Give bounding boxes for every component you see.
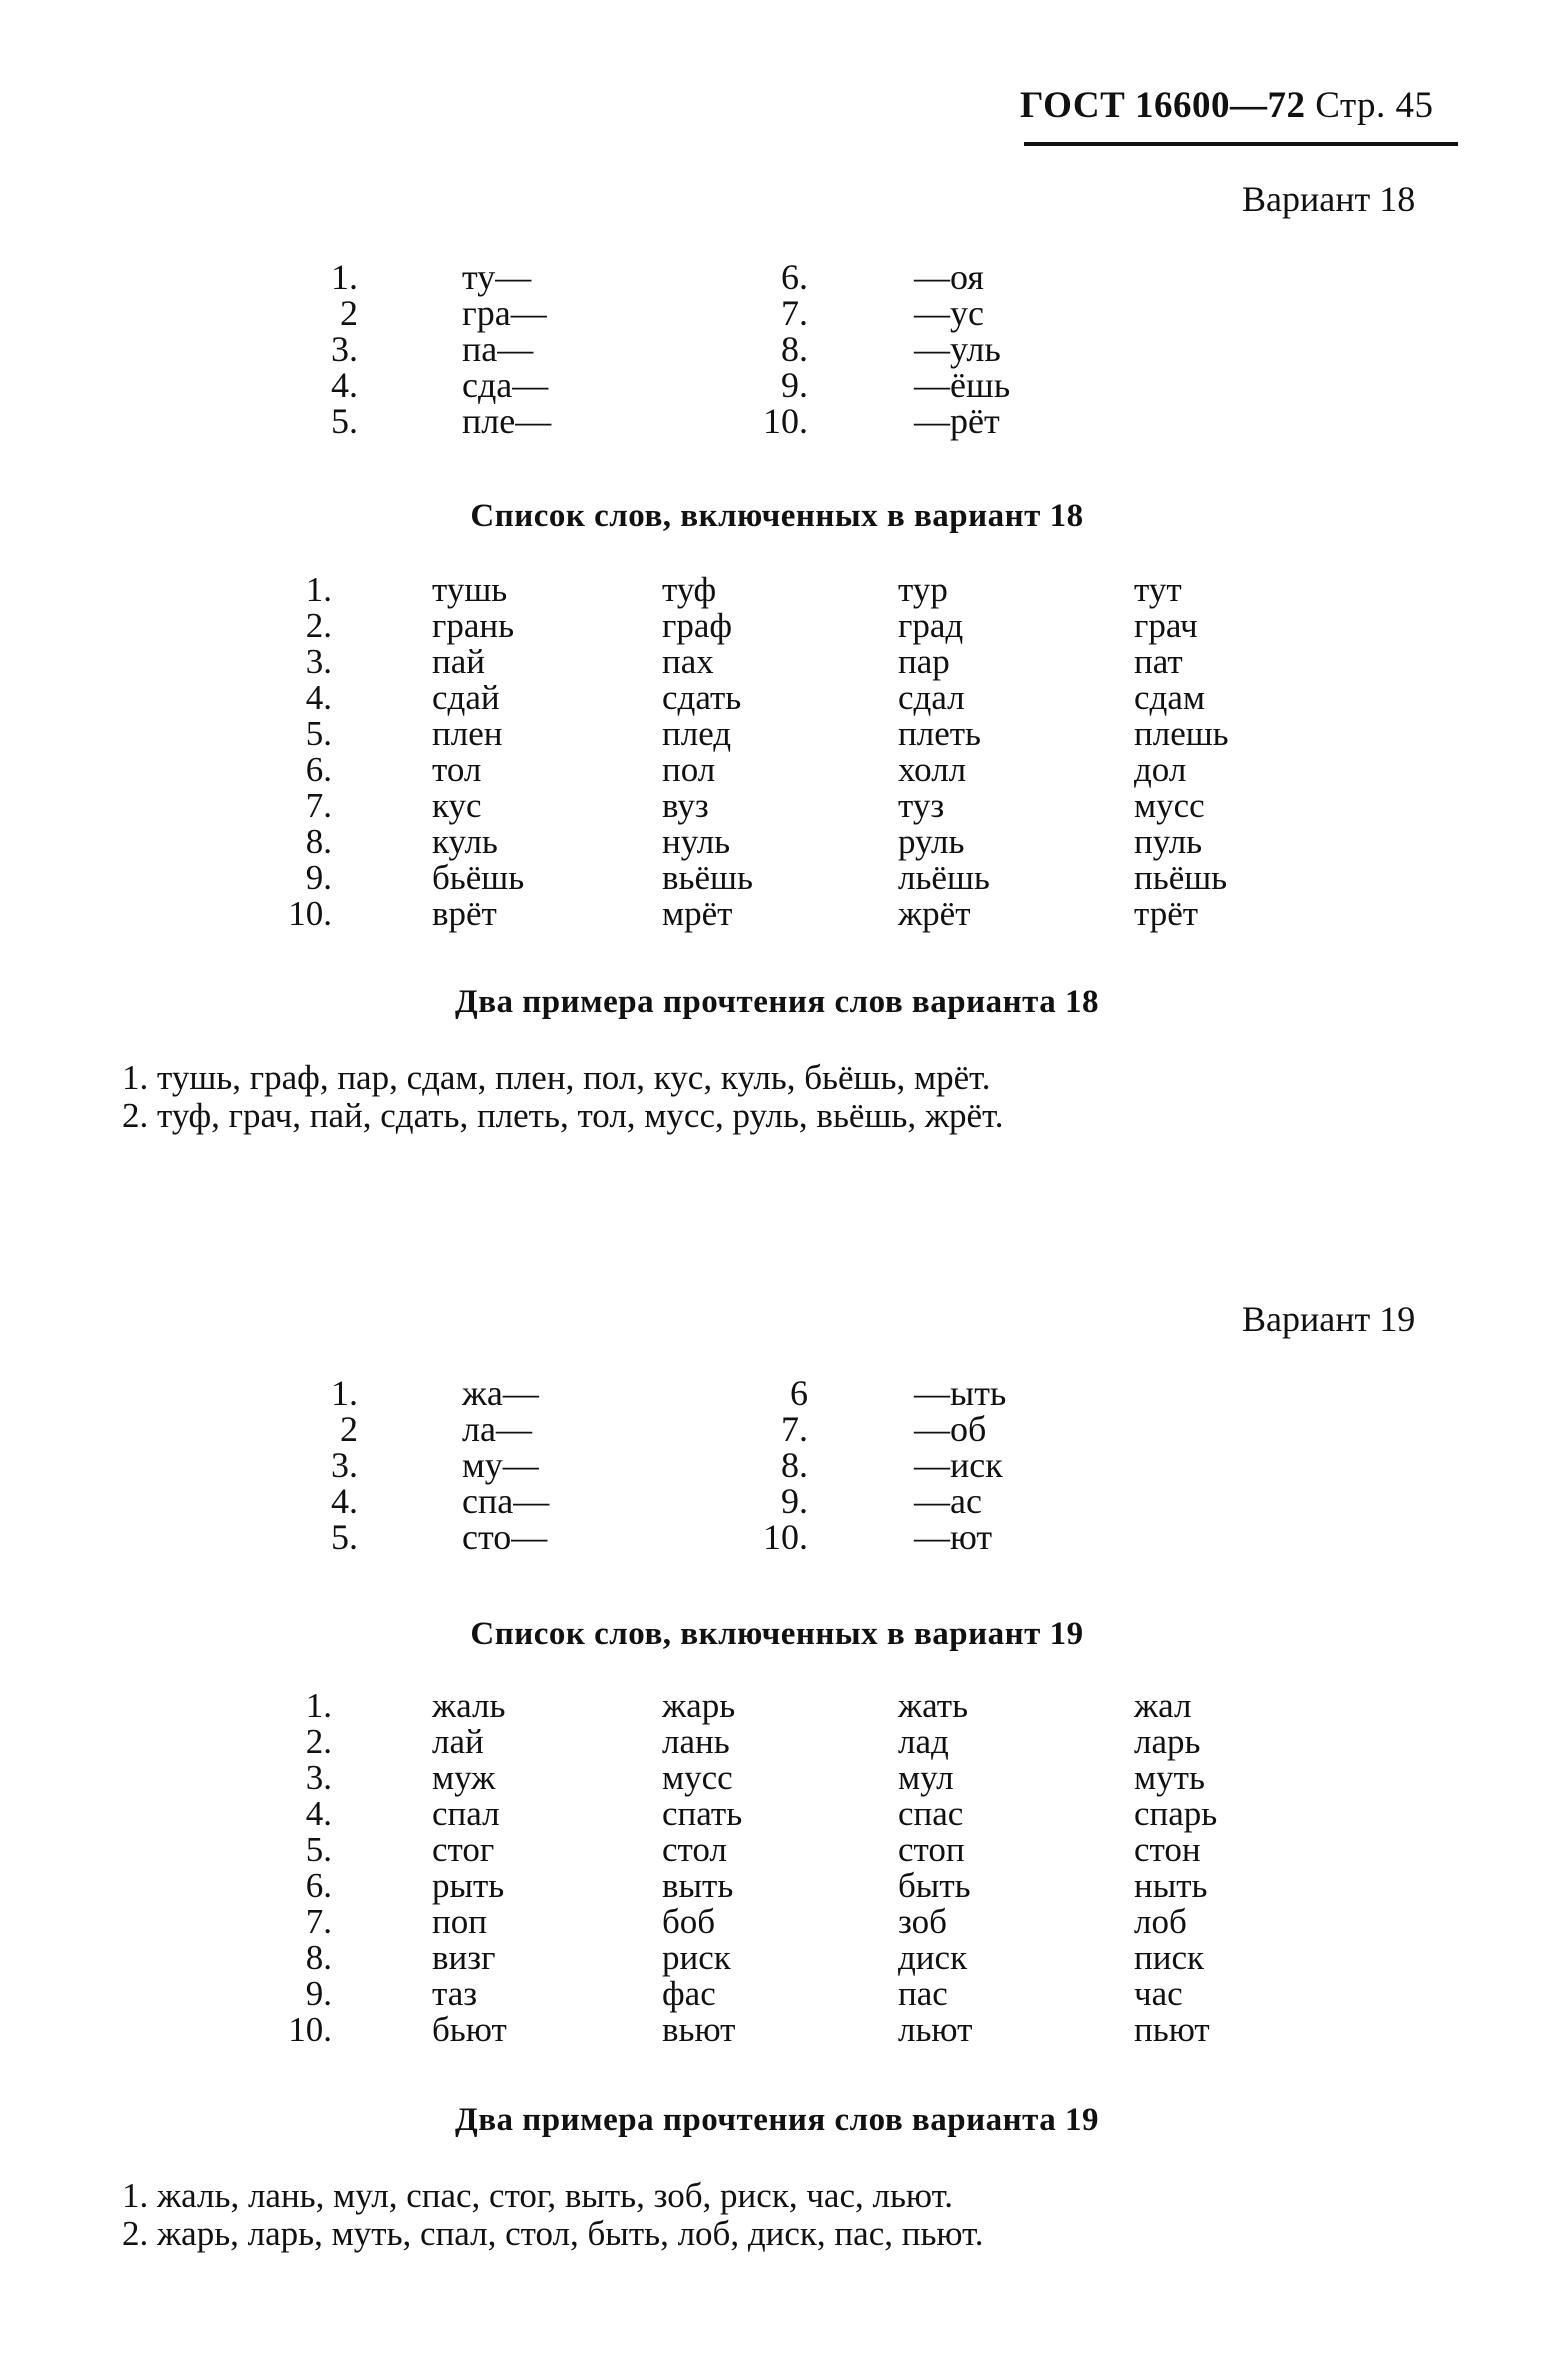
word-list-word: выть: [662, 1866, 734, 1905]
word-list-word: сдам: [1134, 678, 1206, 717]
word-list-num: 1.: [305, 570, 332, 609]
syllable-num: 3.: [331, 329, 358, 369]
word-list-word: грань: [432, 606, 515, 645]
word-list-num: 5.: [305, 1830, 332, 1869]
syllable-num: 4.: [331, 365, 358, 405]
syllable-text: гра—: [462, 293, 547, 333]
word-list-word: дол: [1134, 750, 1187, 789]
word-list-num: 1.: [305, 1686, 332, 1725]
syllable-num: 5.: [331, 1517, 358, 1557]
word-list-word: спарь: [1134, 1794, 1218, 1833]
variant-19-examples-title: Два примера прочтения слов варианта 19: [455, 2102, 1099, 2138]
syllable-text: —об: [914, 1409, 987, 1449]
word-list-word: риск: [662, 1938, 731, 1977]
variant-19-label: Вариант 19: [1242, 1299, 1416, 1339]
word-list-num: 9.: [305, 1974, 332, 2013]
word-list-word: руль: [898, 822, 965, 861]
word-list-word: стон: [1134, 1830, 1201, 1869]
variant-18-example-2: 2. туф, грач, пай, сдать, плеть, тол, мусс, руль, вьёшь, жрёт.: [122, 1096, 1004, 1135]
word-list-num: 10.: [288, 2010, 332, 2049]
syllable-num: 2: [340, 293, 358, 333]
syllable-num: 10.: [763, 1517, 808, 1557]
syllable-num: 7.: [781, 1409, 808, 1449]
word-list-word: визг: [432, 1938, 496, 1977]
word-list-word: диск: [898, 1938, 968, 1977]
syllable-num: 3.: [331, 1445, 358, 1485]
word-list-word: мусс: [662, 1758, 733, 1797]
word-list-num: 6.: [305, 750, 332, 789]
word-list-word: пар: [898, 642, 950, 681]
syllable-text: —рёт: [914, 401, 1000, 441]
word-list-word: пай: [432, 642, 485, 681]
word-list-word: спал: [432, 1794, 500, 1833]
word-list-word: плед: [662, 714, 732, 753]
syllable-text: —ыть: [914, 1373, 1007, 1413]
word-list-word: спать: [662, 1794, 743, 1833]
word-list-num: 7.: [305, 786, 332, 825]
word-list-word: холл: [898, 750, 967, 789]
word-list-word: поп: [432, 1902, 487, 1941]
word-list-word: лоб: [1134, 1902, 1187, 1941]
page-number: Стр. 45: [1315, 85, 1434, 126]
syllable-text: жа—: [462, 1373, 539, 1413]
word-list-num: 8.: [305, 1938, 332, 1977]
syllable-num: 1.: [331, 1373, 358, 1413]
standard-number: ГОСТ 16600—72: [1020, 85, 1306, 126]
word-list-word: град: [898, 606, 964, 645]
word-list-word: тол: [432, 750, 482, 789]
syllable-num: 10.: [763, 401, 808, 441]
word-list-word: ныть: [1134, 1866, 1208, 1905]
word-list-word: куль: [432, 822, 498, 861]
variant-18-example-1: 1. тушь, граф, пар, сдам, плен, пол, кус, куль, бьёшь, мрёт.: [122, 1058, 991, 1097]
syllable-text: спа—: [462, 1481, 550, 1521]
variant-19-word-list-title: Список слов, включенных в вариант 19: [470, 1616, 1084, 1652]
syllable-text: —уль: [914, 329, 1001, 369]
syllable-num: 5.: [331, 401, 358, 441]
word-list-word: муж: [432, 1758, 496, 1797]
syllable-text: —ус: [914, 293, 984, 333]
word-list-word: вуз: [662, 786, 709, 825]
syllable-num: 4.: [331, 1481, 358, 1521]
syllable-text: ла—: [462, 1409, 532, 1449]
word-list-word: жал: [1134, 1686, 1192, 1725]
word-list-word: ларь: [1134, 1722, 1201, 1761]
syllable-num: 2: [340, 1409, 358, 1449]
word-list-word: грач: [1134, 606, 1198, 645]
word-list-word: стоп: [898, 1830, 965, 1869]
word-list-word: пол: [662, 750, 716, 789]
word-list-word: спас: [898, 1794, 964, 1833]
word-list-word: лад: [898, 1722, 949, 1761]
word-list-num: 4.: [305, 1794, 332, 1833]
syllable-text: —оя: [914, 257, 984, 297]
syllable-num: 6.: [781, 257, 808, 297]
word-list-word: льют: [898, 2010, 973, 2049]
word-list-word: зоб: [898, 1902, 947, 1941]
word-list-word: час: [1134, 1974, 1183, 2013]
syllable-text: сда—: [462, 365, 549, 405]
word-list-num: 3.: [305, 1758, 332, 1797]
word-list-word: боб: [662, 1902, 716, 1941]
syllable-text: —ёшь: [914, 365, 1011, 405]
syllable-num: 7.: [781, 293, 808, 333]
syllable-text: му—: [462, 1445, 539, 1485]
word-list-word: сдай: [432, 678, 500, 717]
word-list-num: 9.: [305, 858, 332, 897]
word-list-word: жать: [898, 1686, 969, 1725]
word-list-word: фас: [662, 1974, 716, 2013]
syllable-num: 9.: [781, 1481, 808, 1521]
word-list-word: плешь: [1134, 714, 1229, 753]
word-list-word: лань: [662, 1722, 730, 1761]
word-list-num: 6.: [305, 1866, 332, 1905]
word-list-word: рыть: [432, 1866, 505, 1905]
syllable-text: —иск: [914, 1445, 1003, 1485]
document-header: [1020, 84, 1434, 127]
word-list-num: 10.: [288, 894, 332, 933]
syllable-num: 9.: [781, 365, 808, 405]
word-list-word: бьёшь: [432, 858, 525, 897]
word-list-word: пах: [662, 642, 714, 681]
word-list-word: туф: [662, 570, 717, 609]
word-list-word: жрёт: [898, 894, 971, 933]
word-list-word: туз: [898, 786, 945, 825]
word-list-word: пат: [1134, 642, 1183, 681]
word-list-word: стол: [662, 1830, 727, 1869]
word-list-word: плеть: [898, 714, 981, 753]
word-list-word: пьёшь: [1134, 858, 1228, 897]
word-list-word: мул: [898, 1758, 954, 1797]
word-list-word: стог: [432, 1830, 495, 1869]
word-list-word: тут: [1134, 570, 1182, 609]
word-list-num: 7.: [305, 1902, 332, 1941]
variant-19-example-2: 2. жарь, ларь, муть, спал, стол, быть, лоб, диск, пас, пьют.: [122, 2214, 984, 2253]
word-list-num: 5.: [305, 714, 332, 753]
word-list-word: муть: [1134, 1758, 1205, 1797]
word-list-word: мрёт: [662, 894, 733, 933]
header-rule: [1024, 142, 1458, 146]
variant-18-examples-title: Два примера прочтения слов варианта 18: [455, 984, 1099, 1020]
syllable-text: сто—: [462, 1517, 548, 1557]
word-list-word: лай: [432, 1722, 484, 1761]
word-list-num: 2.: [305, 1722, 332, 1761]
word-list-num: 4.: [305, 678, 332, 717]
word-list-word: плен: [432, 714, 503, 753]
word-list-word: сдал: [898, 678, 965, 717]
word-list-word: мусс: [1134, 786, 1205, 825]
word-list-word: жарь: [662, 1686, 736, 1725]
word-list-word: таз: [432, 1974, 478, 2013]
word-list-word: жаль: [432, 1686, 506, 1725]
word-list-word: писк: [1134, 1938, 1204, 1977]
word-list-word: вьют: [662, 2010, 736, 2049]
syllable-text: —ас: [914, 1481, 982, 1521]
word-list-word: тушь: [432, 570, 508, 609]
syllable-text: ту—: [462, 257, 532, 297]
variant-19-example-1: 1. жаль, лань, мул, спас, стог, выть, зоб, риск, час, льют.: [122, 2176, 954, 2215]
syllable-num: 6: [790, 1373, 808, 1413]
syllable-num: 8.: [781, 1445, 808, 1485]
word-list-word: быть: [898, 1866, 971, 1905]
word-list-word: пьют: [1134, 2010, 1210, 2049]
word-list-word: врёт: [432, 894, 497, 933]
word-list-num: 3.: [305, 642, 332, 681]
syllable-num: 8.: [781, 329, 808, 369]
word-list-word: тур: [898, 570, 948, 609]
word-list-word: вьёшь: [662, 858, 753, 897]
word-list-word: пуль: [1134, 822, 1203, 861]
syllable-text: па—: [462, 329, 534, 369]
word-list-word: граф: [662, 606, 733, 645]
word-list-num: 8.: [305, 822, 332, 861]
word-list-word: нуль: [662, 822, 731, 861]
word-list-word: бьют: [432, 2010, 507, 2049]
word-list-word: сдать: [662, 678, 742, 717]
word-list-word: трёт: [1134, 894, 1199, 933]
word-list-word: пас: [898, 1974, 948, 2013]
variant-18-label: Вариант 18: [1242, 179, 1416, 219]
syllable-text: пле—: [462, 401, 552, 441]
word-list-num: 2.: [305, 606, 332, 645]
variant-18-word-list-title: Список слов, включенных в вариант 18: [470, 498, 1084, 534]
word-list-word: льёшь: [898, 858, 990, 897]
word-list-word: кус: [432, 786, 482, 825]
syllable-text: —ют: [914, 1517, 993, 1557]
syllable-num: 1.: [331, 257, 358, 297]
